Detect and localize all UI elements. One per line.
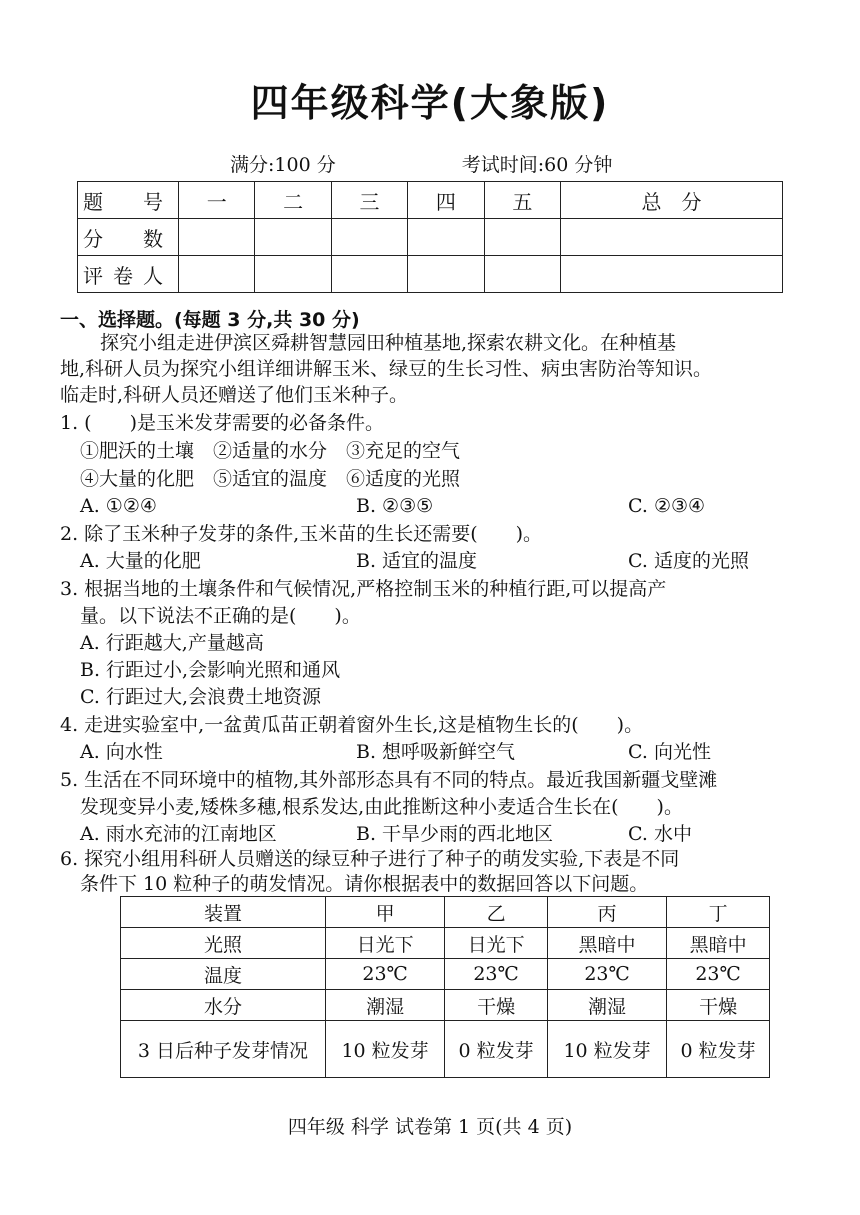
score-table-row: [78, 256, 783, 293]
table-cell: 乙: [445, 897, 548, 928]
table-cell: 23℃: [547, 959, 666, 990]
table-cell: 10 粒发芽: [326, 1021, 445, 1078]
table-cell: 0 粒发芽: [445, 1021, 548, 1078]
question-stem: 1. ( )是玉米发芽需要的必备条件。: [60, 412, 384, 434]
score-cell: 题 号: [78, 182, 179, 219]
answer-option[interactable]: B. 行距过小,会影响光照和通风: [80, 659, 341, 681]
grader-input-cell[interactable]: [561, 256, 783, 293]
table-cell: 日光下: [326, 928, 445, 959]
score-cell: 四: [408, 182, 484, 219]
table-cell: 日光下: [445, 928, 548, 959]
question-stem: 5. 生活在不同环境中的植物,其外部形态具有不同的特点。最近我国新疆戈壁滩: [60, 769, 718, 791]
question-stem: 6. 探究小组用科研人员赠送的绿豆种子进行了种子的萌发实验,下表是不同: [60, 848, 680, 870]
answer-option[interactable]: A. 雨水充沛的江南地区: [80, 823, 277, 845]
answer-option[interactable]: B. ②③⑤: [356, 495, 434, 517]
table-cell: 23℃: [667, 959, 770, 990]
score-cell: 二: [255, 182, 331, 219]
question-stem: 4. 走进实验室中,一盆黄瓜苗正朝着窗外生长,这是植物生长的( )。: [60, 714, 644, 736]
section-heading: 一、选择题。(每题 3 分,共 30 分): [60, 309, 360, 331]
question-stem: 发现变异小麦,矮株多穗,根系发达,由此推断这种小麦适合生长在( )。: [80, 796, 683, 818]
score-input-cell[interactable]: [408, 219, 484, 256]
table-cell: 装置: [121, 897, 326, 928]
score-cell: 五: [484, 182, 560, 219]
question-item-list: ④大量的化肥 ⑤适宜的温度 ⑥适度的光照: [80, 468, 461, 490]
grader-input-cell[interactable]: [484, 256, 560, 293]
score-input-cell[interactable]: [179, 219, 255, 256]
score-input-cell[interactable]: [561, 219, 783, 256]
table-cell: 3 日后种子发芽情况: [121, 1021, 326, 1078]
table-cell: 干燥: [445, 990, 548, 1021]
question-stem: 2. 除了玉米种子发芽的条件,玉米苗的生长还需要( )。: [60, 523, 543, 545]
table-cell: 潮湿: [547, 990, 666, 1021]
question-stem: 条件下 10 粒种子的萌发情况。请你根据表中的数据回答以下问题。: [80, 873, 649, 895]
grader-input-cell[interactable]: [408, 256, 484, 293]
score-table-row: [78, 219, 783, 256]
table-cell: 干燥: [667, 990, 770, 1021]
answer-option[interactable]: C. 适度的光照: [628, 550, 749, 572]
germination-table: [120, 896, 770, 1078]
score-input-cell[interactable]: [255, 219, 331, 256]
score-table-row: [78, 182, 783, 219]
score-cell: 三: [331, 182, 407, 219]
score-cell: 分 数: [78, 219, 179, 256]
table-cell: 光照: [121, 928, 326, 959]
table-row: [121, 897, 770, 928]
table-cell: 潮湿: [326, 990, 445, 1021]
answer-option[interactable]: A. 向水性: [80, 741, 163, 763]
answer-option[interactable]: C. 行距过大,会浪费土地资源: [80, 686, 321, 708]
question-stem: 3. 根据当地的土壤条件和气候情况,严格控制玉米的种植行距,可以提高产: [60, 578, 667, 600]
question-item-list: ①肥沃的土壤 ②适量的水分 ③充足的空气: [80, 440, 461, 462]
table-cell: 0 粒发芽: [667, 1021, 770, 1078]
full-score: 满分:100 分: [230, 154, 336, 176]
intro-line: 探究小组走进伊滨区舜耕智慧园田种植基地,探索农耕文化。在种植基: [100, 332, 677, 354]
score-cell: 评卷人: [78, 256, 179, 293]
score-cell: 一: [179, 182, 255, 219]
score-input-cell[interactable]: [331, 219, 407, 256]
exam-meta: [230, 150, 732, 177]
answer-option[interactable]: B. 适宜的温度: [356, 550, 478, 572]
intro-line: 临走时,科研人员还赠送了他们玉米种子。: [60, 384, 409, 406]
table-cell: 黑暗中: [547, 928, 666, 959]
answer-option[interactable]: A. ①②④: [80, 495, 157, 517]
score-input-cell[interactable]: [484, 219, 560, 256]
answer-option[interactable]: A. 行距越大,产量越高: [80, 632, 264, 654]
table-cell: 温度: [121, 959, 326, 990]
table-cell: 23℃: [445, 959, 548, 990]
table-cell: 23℃: [326, 959, 445, 990]
page-footer: 四年级 科学 试卷第 1 页(共 4 页): [287, 1116, 573, 1138]
page-title: 四年级科学(大象版): [250, 81, 610, 125]
grader-input-cell[interactable]: [255, 256, 331, 293]
table-cell: 黑暗中: [667, 928, 770, 959]
score-cell: 总 分: [561, 182, 783, 219]
table-cell: 水分: [121, 990, 326, 1021]
answer-option[interactable]: B. 想呼吸新鲜空气: [356, 741, 516, 763]
table-row: [121, 1021, 770, 1078]
table-cell: 10 粒发芽: [547, 1021, 666, 1078]
answer-option[interactable]: C. 向光性: [628, 741, 711, 763]
table-cell: 甲: [326, 897, 445, 928]
question-stem: 量。以下说法不正确的是( )。: [80, 605, 361, 627]
table-cell: 丙: [547, 897, 666, 928]
exam-time: 考试时间:60 分钟: [461, 154, 613, 176]
answer-option[interactable]: A. 大量的化肥: [80, 550, 201, 572]
grader-input-cell[interactable]: [331, 256, 407, 293]
answer-option[interactable]: C. 水中: [628, 823, 692, 845]
answer-option[interactable]: B. 干旱少雨的西北地区: [356, 823, 554, 845]
table-row: [121, 990, 770, 1021]
answer-option[interactable]: C. ②③④: [628, 495, 706, 517]
score-table: [77, 181, 783, 293]
grader-input-cell[interactable]: [179, 256, 255, 293]
table-row: [121, 928, 770, 959]
intro-line: 地,科研人员为探究小组详细讲解玉米、绿豆的生长习性、病虫害防治等知识。: [60, 358, 713, 380]
table-cell: 丁: [667, 897, 770, 928]
table-row: [121, 959, 770, 990]
